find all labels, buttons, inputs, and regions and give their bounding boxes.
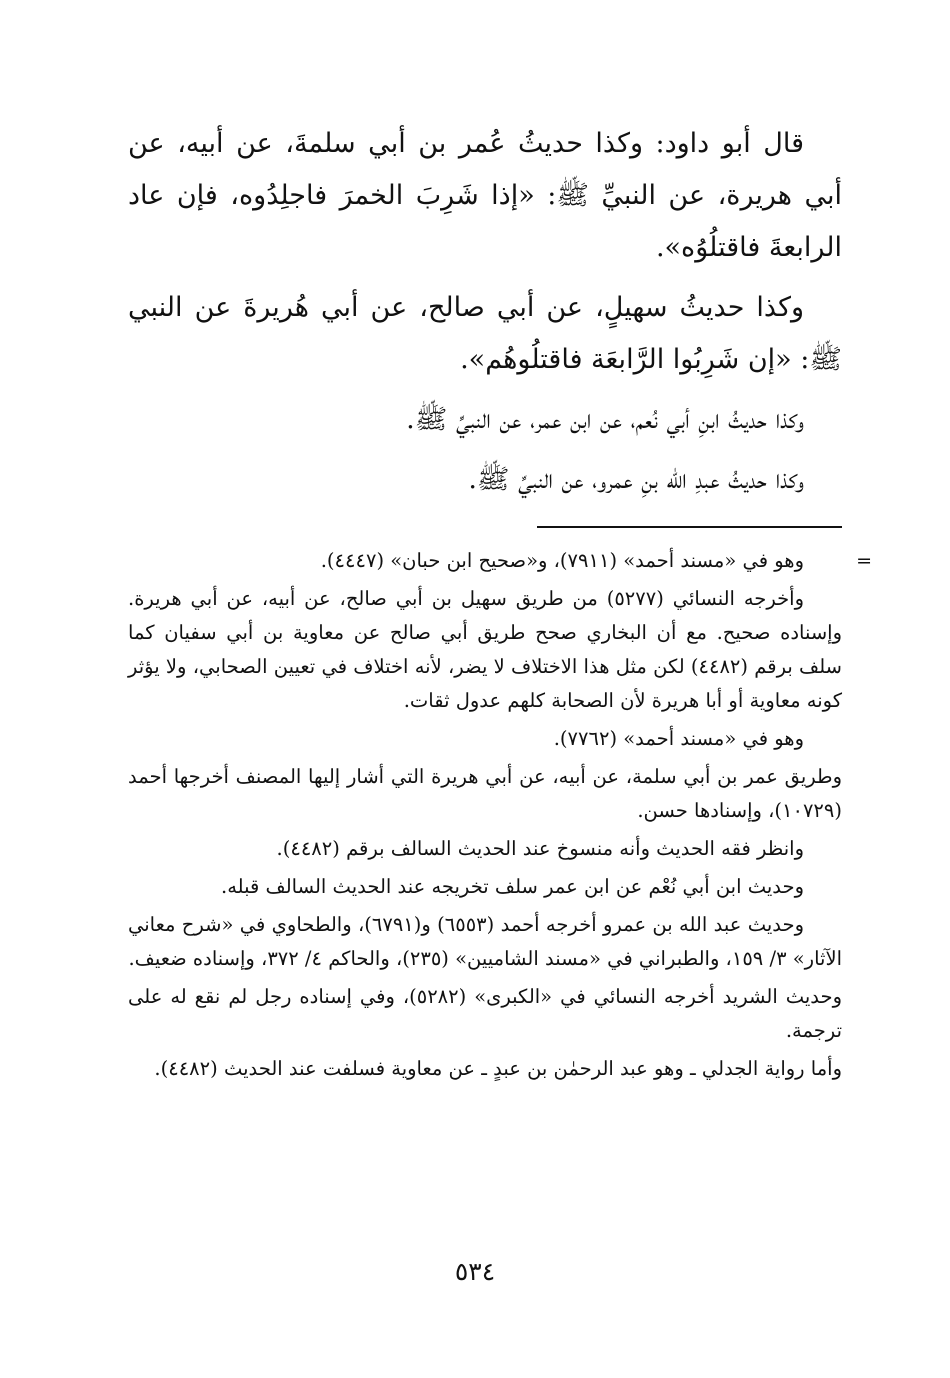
main-paragraph-1: قال أبو داود: وكذا حديثُ عُمر بن أبي سلمةَ، عن أبيه، عن أبي هريرة، عن النبيِّ ﷺ: «إذا شَرِبَ الخمرَ فاجلِدُوه، فإن عاد الرابعةَ فاقتلُوُه». xyxy=(128,128,842,263)
footnote-paragraph-1: وهو في «مسند أحمد» (٧٩١١)، و«صحيح ابن حبان» (٤٤٤٧). xyxy=(320,549,804,572)
footnote-paragraph-9: وأما رواية الجدلي ـ وهو عبد الرحمٰن بن عبدٍ ـ عن معاوية فسلفت عند الحديث (٤٤٨٢). xyxy=(154,1057,842,1080)
main-paragraph-4: وكذا حديثُ عبدِ الله بنِ عمرو، عن النبيِّ ﷺ. xyxy=(468,464,804,495)
footnote-paragraph-8: وحديث الشريد أخرجه النسائي في «الكبرى» (٥٢٨٢)، وفي إسناده رجل لم نقع له على ترجمة. xyxy=(128,985,842,1042)
footnote-separator xyxy=(537,526,842,528)
footnote-paragraph-3: وهو في «مسند أحمد» (٧٧٦٢). xyxy=(553,727,804,750)
footnote-paragraph-7: وحديث عبد الله بن عمرو أخرجه أحمد (٦٥٥٣) و(٦٧٩١)، والطحاوي في «شرح معاني الآثار» ٣/ ١٥٩، والطبراني في «مسند الشاميين» (٢٣٥)، والحاكم ٤/ ٣٧٢، وإسناده ضعيف. xyxy=(128,913,842,970)
main-text xyxy=(128,118,842,506)
footnote-paragraph-5: وانظر فقه الحديث وأنه منسوخ عند الحديث السالف برقم (٤٤٨٢). xyxy=(276,837,804,860)
footnote-paragraph-2: وأخرجه النسائي (٥٢٧٧) من طريق سهيل بن أبي صالح، عن أبيه، عن أبي هريرة. وإسناده صحيح. مع أن البخاري صحح طريق أبي صالح عن معاوية بن أبي سفيان كما سلف برقم (٤٤٨٢) لكن مثل هذا الاختلاف لا يضر، لأنه اختلاف في تعيين الصحابي، ولا يؤثر كونه معاوية أو أبا هريرة لأن الصحابة كلهم عدول ثقات. xyxy=(128,587,842,712)
footnote-continuation-mark: = xyxy=(856,550,872,572)
page-number: ٥٣٤ xyxy=(454,1257,496,1286)
footnote-paragraph-4: وطريق عمر بن أبي سلمة، عن أبيه، عن أبي هريرة التي أشار إليها المصنف أخرجها أحمد (١٠٧٢٩)، وإسنادها حسن. xyxy=(128,765,842,822)
footnotes xyxy=(128,544,872,1086)
main-paragraph-2: وكذا حديثُ سهيلٍ، عن أبي صالح، عن أبي هُريرةَ عن النبي ﷺ: «إن شَرِبُوا الرَّابعَة فاقتلُوهُم». xyxy=(128,292,842,375)
footnote-paragraph-6: وحديث ابن أبي نُعْم عن ابن عمر سلف تخريجه عند الحديث السالف قبله. xyxy=(221,875,804,898)
main-paragraph-3: وكذا حديثُ ابنِ أبي نُعم، عن ابن عمر، عن النبيِّ ﷺ. xyxy=(406,404,804,435)
page-body xyxy=(128,118,872,1086)
